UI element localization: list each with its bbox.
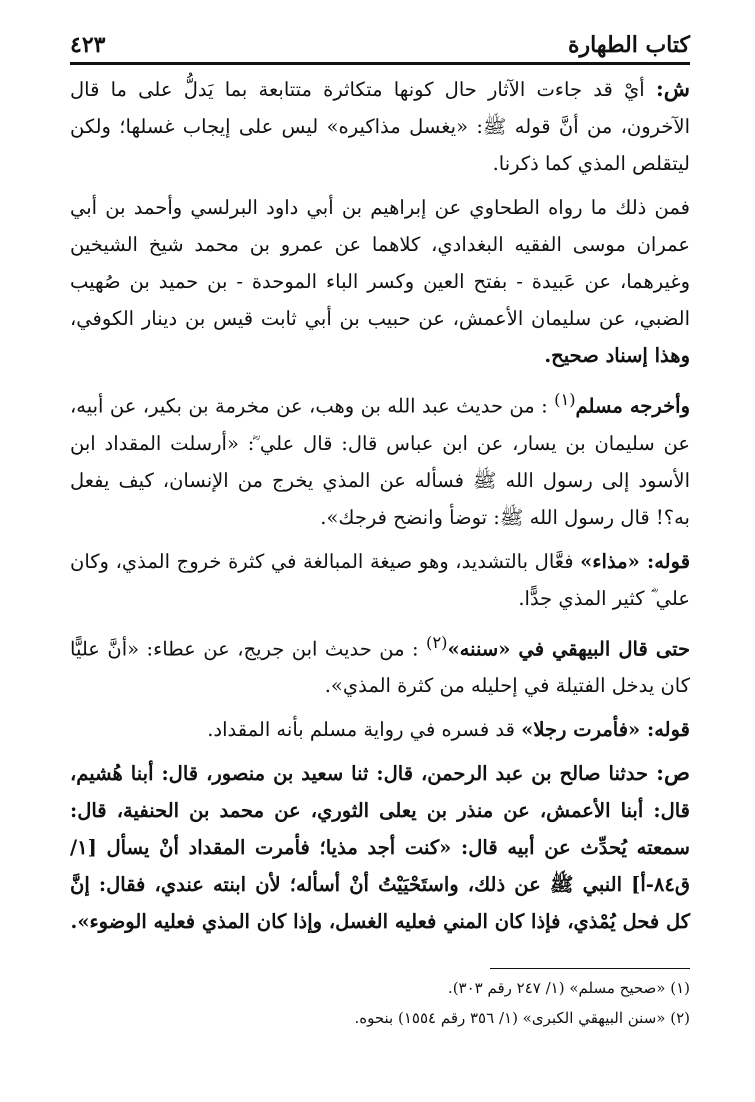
paragraph-lead: قوله: «مذاء» [580,549,691,573]
footnote-ref: (١) [554,390,576,409]
chapter-title: كتاب الطهارة [567,32,690,58]
footnotes [70,968,690,1033]
paragraph-text: فمن ذلك ما رواه الطحاوي عن إبراهيم بن أبي داود البرلسي وأحمد بن أبي عمران موسى الفقيه البغدادي، كلاهما عن عمرو بن محمد شيخ الشيخين وغيرهما، عن عَبيدة - بفتح العين وكسر الباء الموحدة - بن حميد بن صُهيب الضبي، عن سليمان الأعمش، عن حبيب بن أبي ثابت قيس بن دينار الكوفي، [70,196,690,330]
muslim-paragraph [70,381,690,536]
page-header [70,28,690,65]
matn-paragraph [70,755,690,940]
paragraph-text: قد فسره في رواية مسلم بأنه المقداد. [207,718,515,741]
footnote-ref: (٢) [426,632,448,652]
paragraph-text: حدثنا صالح بن عبد الرحمن، قال: ثنا سعيد بن منصور، قال: أبنا هُشيم، قال: أبنا الأعمش، عن منذر بن يعلى الثوري، عن محمد بن الحنفية، قال: سمعته يُحدِّث عن أبيه قال: «كنت أجد مذيا؛ فأمرت المقداد أنْ يسأل [١/ ق٨٤-أ] النبي ﷺ عن ذلك، واستَحْيَيْتُ أنْ أسأله؛ لأن ابنته عندي، فقال: إنَّ كل فحل يُمْذي، فإذا كان المني فعليه الغسل، وإذا كان المذي فعليه الوضوء». [70,762,690,933]
madhdha-paragraph [70,543,690,617]
paragraph-text: : من حديث ابن جريج، عن عطاء: «أنَّ عليًّا كان يدخل الفتيلة في إحليله من كثرة المذي». [70,637,690,697]
footnote-1: (١) «صحيح مسلم» (١/ ٢٤٧ رقم ٣٠٣). [447,979,690,997]
page-number: ٤٢٣ [70,32,106,58]
paragraph-text: فعَّال بالتشديد، وهو صيغة المبالغة في كثرة خروج المذي، وكان علي ؓ كثير المذي جدًّا. [70,549,690,610]
isnad-verdict: وهذا إسناد صحيح. [544,344,690,367]
commentary-marker: ش: [655,77,690,102]
famartu-paragraph [70,711,690,748]
page-body [70,71,690,940]
paragraph-lead: قوله: «فأمرت رجلا» [521,718,690,741]
commentary-paragraph [70,71,690,182]
book-page [70,28,690,947]
chain-paragraph [70,189,690,374]
paragraph-text: : من حديث عبد الله بن وهب، عن مخرمة بن بكير، عن أبيه، عن سليمان بن يسار، عن ابن عباس قال: قال علي ؓ: «أرسلت المقداد ابن الأسود إلى رسول الله ﷺ فسأله عن المذي يخرج من الإنسان، كيف يفعل به؟! قال رسول الله ﷺ: توضأ وانضح فرجك». [70,394,690,529]
paragraph-text: أيْ قد جاءت الآثار حال كونها متكاثرة متتابعة بما يَدلُّ على ما قال الآخرون، من أنَّ قوله ﷺ: «يغسل مذاكيره» ليس على إيجاب غسلها؛ ولكن ليتقلص المذي كما ذكرنا. [70,78,690,175]
footnote-divider [490,968,690,969]
matn-marker: ص: [656,761,690,786]
paragraph-lead: وأخرجه مسلم [575,394,690,418]
paragraph-lead: حتى قال البيهقي في «سننه» [447,637,691,660]
footnote-2: (٢) «سنن البيهقي الكبرى» (١/ ٣٥٦ رقم ١٥٥٤) بنحوه. [354,1009,690,1027]
bayhaqi-paragraph [70,624,690,705]
